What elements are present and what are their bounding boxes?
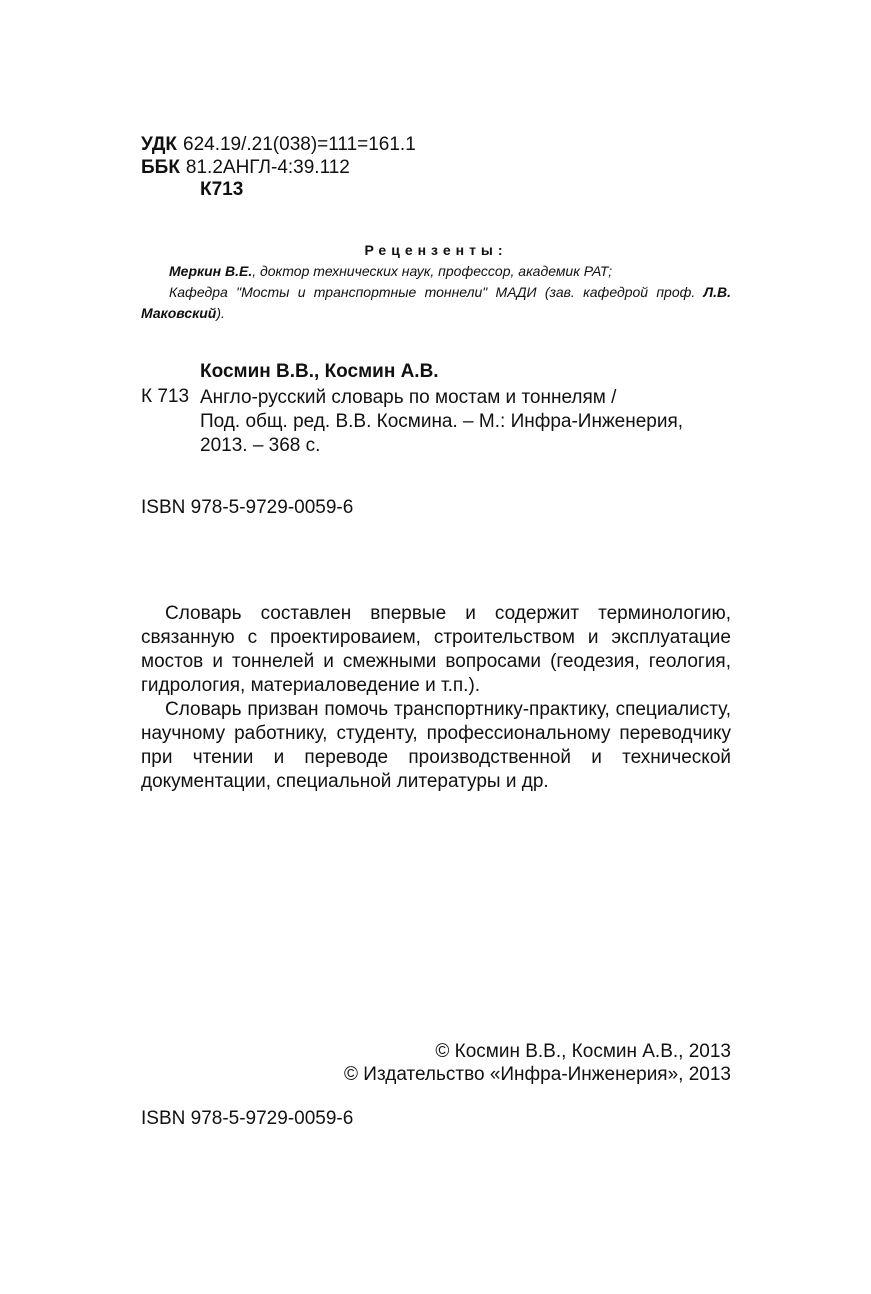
- reviewer-1-desc: , доктор технических наук, профессор, академик РАТ;: [252, 263, 613, 279]
- authors-heading: Космин В.В., Космин А.В.: [200, 361, 439, 382]
- bbk-row: [141, 157, 416, 180]
- isbn-top: ISBN 978-5-9729-0059-6: [141, 497, 354, 518]
- reviewer-2-suffix: ).: [216, 305, 225, 321]
- reviewer-2-name: Л.В. Маковский: [141, 284, 731, 321]
- bib-line: 2013. – 368 с.: [200, 435, 321, 456]
- copyright-publisher: © Издательство «Инфра-Инженерия», 2013: [344, 1064, 731, 1085]
- reviewer-2: [141, 282, 731, 324]
- reviewers-block: [141, 261, 731, 324]
- reviewer-1-name: Меркин В.Е.: [169, 263, 253, 279]
- annotation: [141, 602, 731, 794]
- udk-label: УДК: [141, 134, 177, 155]
- bbk-label: ББК: [141, 156, 180, 178]
- isbn-bottom: ISBN 978-5-9729-0059-6: [141, 1108, 354, 1129]
- reviewer-2-prefix: Кафедра "Мосты и транспортные тоннели" МАДИ (зав. кафедрой проф.: [169, 284, 704, 300]
- bib-line: Англо-русский словарь по мостам и тоннелям /: [200, 387, 617, 408]
- annotation-paragraph-1: Словарь составлен впервые и содержит терминологию, связанную с проектироваием, строительством и эксплуатацие мостов и тоннелей и смежными вопросами (геодезия, геология, гидрология, материаловедение и т.п.).: [141, 603, 731, 696]
- bib-code: К 713: [141, 386, 190, 407]
- classification-block: [141, 134, 416, 202]
- annotation-paragraph-2: Словарь призван помочь транспортнику-практику, специалисту, научному работнику, студенту, профессиональному переводчику при чтении и переводе производственной и технической документации, специальной литературы и др.: [141, 699, 731, 792]
- bbk-value: 81.2АНГЛ-4:39.112: [185, 156, 350, 178]
- udk-value: 624.19/.21(038)=111=161.1: [183, 134, 416, 155]
- copyright-block: [344, 1040, 731, 1086]
- bib-line: Под. общ. ред. В.В. Космина. – М.: Инфра-Инженерия,: [200, 411, 684, 432]
- bib-description: [200, 386, 740, 458]
- udk-row: [141, 134, 416, 157]
- reviewer-1: [141, 261, 731, 282]
- author-sign: К713: [200, 179, 244, 200]
- copyright-authors: © Космин В.В., Космин А.В., 2013: [435, 1041, 731, 1062]
- reviewers-title: Рецензенты:: [364, 242, 508, 258]
